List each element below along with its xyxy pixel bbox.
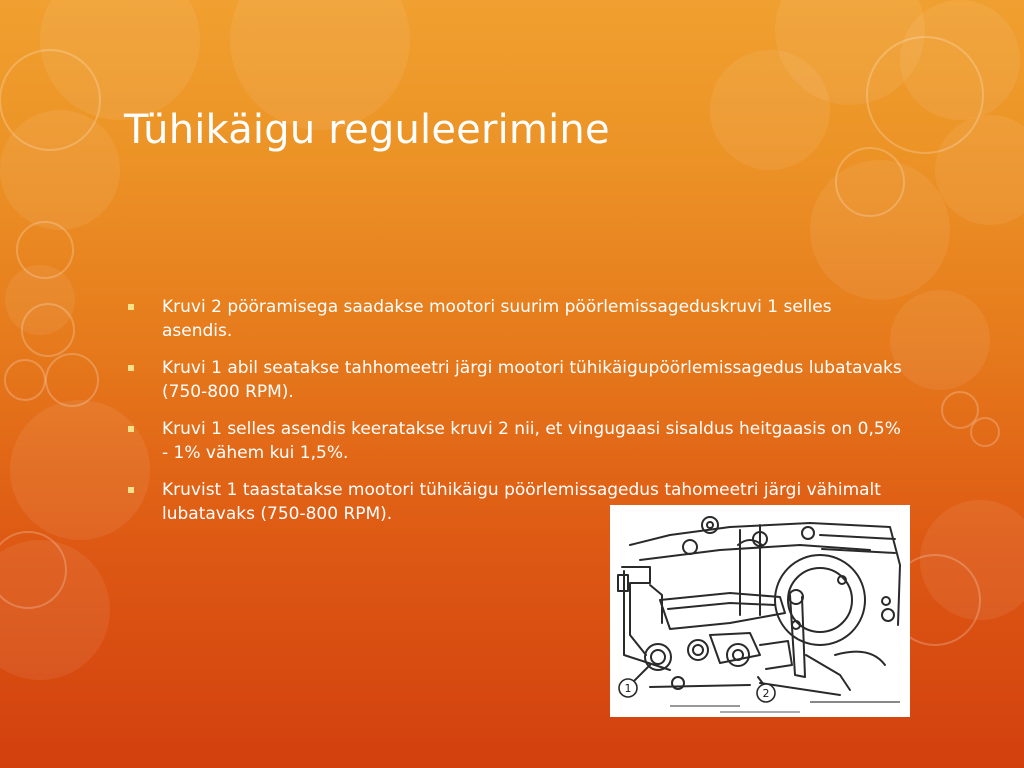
carburetor-drawing	[610, 505, 910, 717]
bullet-text: Kruvi 1 abil seatakse tahhomeetri järgi mootori tühikäigupöörlemissagedus lubatavaks (750-800 RPM).	[162, 358, 902, 402]
callout-2-label: 2	[762, 687, 770, 700]
callout-2	[757, 684, 775, 702]
bullet-item	[124, 295, 904, 343]
bullet-item	[124, 417, 904, 465]
slide-title: Tühikäigu reguleerimine	[124, 107, 610, 153]
carburetor-diagram	[610, 505, 910, 717]
square-bullet-icon	[128, 365, 134, 371]
bullet-item	[124, 356, 904, 404]
square-bullet-icon	[128, 487, 134, 493]
square-bullet-icon	[128, 304, 134, 310]
callout-1-label: 1	[624, 682, 632, 695]
square-bullet-icon	[128, 426, 134, 432]
bullet-list	[124, 295, 904, 539]
bullet-text: Kruvi 1 selles asendis keeratakse kruvi 2 nii, et vingugaasi sisaldus heitgaasis on 0,5% - 1% vähem kui 1,5%.	[162, 419, 901, 463]
bullet-text: Kruvi 2 pööramisega saadakse mootori suurim pöörlemissageduskruvi 1 selles asendis.	[162, 297, 832, 341]
callout-1	[619, 679, 637, 697]
bullet-text: Kruvist 1 taastatakse mootori tühikäigu pöörlemissagedus tahomeetri järgi vähimalt lubatavaks (750-800 RPM).	[162, 480, 881, 524]
